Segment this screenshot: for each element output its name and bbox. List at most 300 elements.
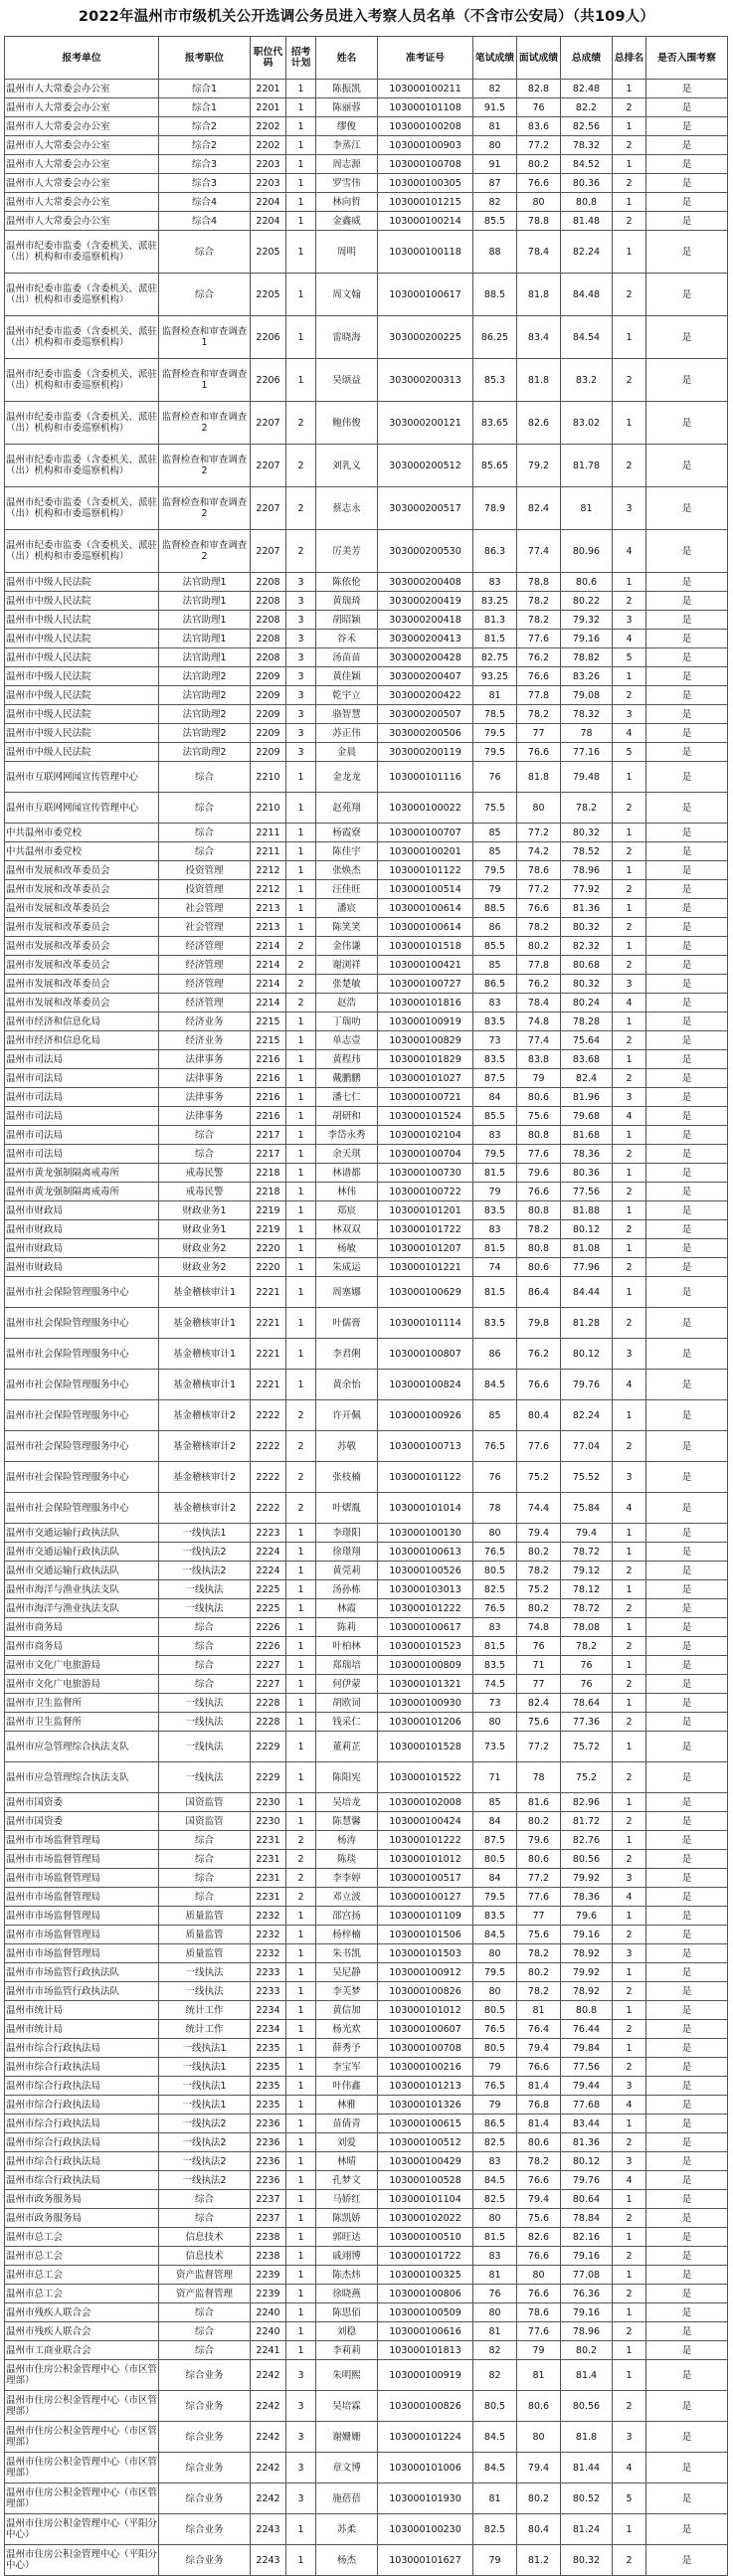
table-row xyxy=(5,1580,728,1599)
cell-unit: 温州市中级人民法院 xyxy=(5,705,159,724)
cell-rank: 3 xyxy=(613,611,646,630)
cell-code: 2203 xyxy=(251,174,286,193)
cell-unit: 温州市中级人民法院 xyxy=(5,573,159,592)
cell-total-score: 80.12 xyxy=(561,1339,613,1370)
cell-inspection: 是 xyxy=(646,630,728,648)
cell-interview-score: 78.2 xyxy=(517,1220,561,1239)
table-row xyxy=(5,212,728,231)
cell-code: 2241 xyxy=(251,2341,286,2360)
cell-quota: 1 xyxy=(286,918,316,937)
table-row xyxy=(5,648,728,667)
table-container xyxy=(4,36,727,2571)
cell-rank: 2 xyxy=(613,1431,646,1462)
cell-quota: 1 xyxy=(286,1258,316,1277)
cell-total-score: 78.08 xyxy=(561,1618,613,1637)
cell-position: 综合 xyxy=(159,1675,251,1694)
cell-inspection: 是 xyxy=(646,880,728,899)
cell-inspection: 是 xyxy=(646,1944,728,1963)
cell-written-score: 86.5 xyxy=(473,975,517,994)
cell-inspection: 是 xyxy=(646,117,728,136)
cell-total-score: 81.08 xyxy=(561,1239,613,1258)
cell-quota: 1 xyxy=(286,762,316,793)
cell-quota: 1 xyxy=(286,1599,316,1618)
cell-name: 杨梓楠 xyxy=(316,1926,378,1944)
table-row xyxy=(5,1762,728,1793)
cell-rank: 2 xyxy=(613,1982,646,2001)
cell-rank: 2 xyxy=(613,2391,646,2422)
table-row xyxy=(5,630,728,648)
cell-written-score: 83.5 xyxy=(473,1050,517,1069)
cell-quota: 1 xyxy=(286,2171,316,2190)
cell-quota: 1 xyxy=(286,2341,316,2360)
table-row xyxy=(5,1258,728,1277)
cell-total-score: 79.44 xyxy=(561,2077,613,2096)
cell-exam-id: 103000100216 xyxy=(378,2058,473,2077)
cell-position: 法官助理2 xyxy=(159,705,251,724)
cell-quota: 1 xyxy=(286,1339,316,1370)
cell-name: 黄瑞琦 xyxy=(316,592,378,611)
cell-total-score: 79.92 xyxy=(561,1869,613,1888)
cell-total-score: 80.32 xyxy=(561,918,613,937)
column-header-inspection: 是否入围考察 xyxy=(646,37,728,80)
cell-interview-score: 83.8 xyxy=(517,1050,561,1069)
cell-name: 邵宫扬 xyxy=(316,1907,378,1926)
cell-rank: 2 xyxy=(613,1713,646,1732)
cell-code: 2201 xyxy=(251,98,286,117)
table-row xyxy=(5,1926,728,1944)
cell-code: 2213 xyxy=(251,899,286,918)
cell-written-score: 80 xyxy=(473,2303,517,2322)
cell-unit: 温州市纪委市监委（含委机关、派驻（出）机构和市委巡察机构） xyxy=(5,445,159,487)
cell-position: 信息技术 xyxy=(159,2228,251,2247)
cell-interview-score: 76.8 xyxy=(517,2096,561,2115)
table-row xyxy=(5,1201,728,1220)
cell-rank: 2 xyxy=(613,1812,646,1831)
cell-rank: 1 xyxy=(613,1126,646,1145)
cell-position: 一线执法2 xyxy=(159,2133,251,2152)
cell-code: 2237 xyxy=(251,2209,286,2228)
table-row xyxy=(5,1812,728,1831)
cell-unit: 温州市社会保险管理服务中心 xyxy=(5,1462,159,1493)
cell-quota: 1 xyxy=(286,212,316,231)
cell-exam-id: 103000101221 xyxy=(378,1258,473,1277)
cell-exam-id: 303000200530 xyxy=(378,530,473,573)
cell-unit: 温州市卫生监督所 xyxy=(5,1694,159,1713)
cell-exam-id: 103000100617 xyxy=(378,1618,473,1637)
cell-inspection: 是 xyxy=(646,937,728,956)
cell-name: 徐璟翔 xyxy=(316,1543,378,1562)
cell-exam-id: 103000101201 xyxy=(378,1201,473,1220)
cell-code: 2214 xyxy=(251,937,286,956)
cell-rank: 2 xyxy=(613,842,646,861)
cell-name: 林晴 xyxy=(316,2152,378,2171)
cell-name: 李君俐 xyxy=(316,1339,378,1370)
table-row xyxy=(5,1400,728,1431)
cell-code: 2207 xyxy=(251,402,286,445)
cell-unit: 温州市社会保险管理服务中心 xyxy=(5,1308,159,1339)
cell-code: 2224 xyxy=(251,1562,286,1580)
cell-written-score: 82.5 xyxy=(473,1580,517,1599)
cell-unit: 温州市工商业联合会 xyxy=(5,2341,159,2360)
cell-inspection: 是 xyxy=(646,1694,728,1713)
cell-name: 汪佳旺 xyxy=(316,880,378,899)
cell-quota: 1 xyxy=(286,1201,316,1220)
cell-exam-id: 103000100919 xyxy=(378,2360,473,2391)
cell-quota: 1 xyxy=(286,2039,316,2058)
cell-rank: 3 xyxy=(613,1869,646,1888)
cell-written-score: 78 xyxy=(473,1493,517,1524)
cell-name: 丁瑞叻 xyxy=(316,1012,378,1031)
cell-exam-id: 303000200419 xyxy=(378,592,473,611)
cell-inspection: 是 xyxy=(646,1599,728,1618)
cell-inspection: 是 xyxy=(646,1656,728,1675)
cell-quota: 1 xyxy=(286,359,316,402)
cell-rank: 2 xyxy=(613,1145,646,1164)
cell-code: 2234 xyxy=(251,2001,286,2020)
cell-total-score: 82.2 xyxy=(561,98,613,117)
cell-inspection: 是 xyxy=(646,2077,728,2096)
cell-rank: 3 xyxy=(613,2422,646,2453)
cell-inspection: 是 xyxy=(646,359,728,402)
cell-name: 许开佩 xyxy=(316,1400,378,1431)
cell-name: 陈振凯 xyxy=(316,80,378,98)
cell-exam-id: 103000102008 xyxy=(378,1793,473,1812)
cell-interview-score: 79.4 xyxy=(517,1524,561,1543)
cell-name: 潘七仁 xyxy=(316,1088,378,1107)
cell-rank: 1 xyxy=(613,2266,646,2285)
cell-interview-score: 82.4 xyxy=(517,1694,561,1713)
cell-unit: 温州市社会保险管理服务中心 xyxy=(5,1493,159,1524)
cell-code: 2222 xyxy=(251,1462,286,1493)
cell-code: 2236 xyxy=(251,2171,286,2190)
cell-code: 2211 xyxy=(251,842,286,861)
cell-total-score: 79.92 xyxy=(561,1963,613,1982)
cell-code: 2229 xyxy=(251,1732,286,1762)
cell-total-score: 78 xyxy=(561,724,613,743)
cell-name: 李莉莉 xyxy=(316,2341,378,2360)
cell-code: 2226 xyxy=(251,1637,286,1656)
table-row xyxy=(5,1107,728,1126)
cell-quota: 1 xyxy=(286,117,316,136)
cell-name: 钱采仁 xyxy=(316,1713,378,1732)
cell-written-score: 85 xyxy=(473,1793,517,1812)
cell-code: 2238 xyxy=(251,2228,286,2247)
cell-total-score: 80.32 xyxy=(561,975,613,994)
cell-rank: 2 xyxy=(613,445,646,487)
cell-unit: 温州市政务服务局 xyxy=(5,2209,159,2228)
cell-exam-id: 103000101816 xyxy=(378,994,473,1012)
cell-position: 财政业务2 xyxy=(159,1258,251,1277)
cell-inspection: 是 xyxy=(646,2228,728,2247)
cell-code: 2242 xyxy=(251,2484,286,2514)
cell-inspection: 是 xyxy=(646,1618,728,1637)
cell-quota: 1 xyxy=(286,1618,316,1637)
cell-quota: 1 xyxy=(286,1656,316,1675)
cell-name: 金鑫威 xyxy=(316,212,378,231)
cell-inspection: 是 xyxy=(646,1493,728,1524)
cell-name: 潘宸 xyxy=(316,899,378,918)
cell-exam-id: 103000101116 xyxy=(378,762,473,793)
cell-written-score: 84.5 xyxy=(473,2171,517,2190)
cell-position: 基金稽核审计2 xyxy=(159,1493,251,1524)
cell-position: 综合业务 xyxy=(159,2391,251,2422)
cell-written-score: 80 xyxy=(473,1713,517,1732)
cell-written-score: 79.5 xyxy=(473,1963,517,1982)
cell-name: 郑瑞培 xyxy=(316,1656,378,1675)
cell-interview-score: 80.2 xyxy=(517,2484,561,2514)
cell-total-score: 78.32 xyxy=(561,705,613,724)
cell-name: 陈莉 xyxy=(316,1618,378,1637)
cell-inspection: 是 xyxy=(646,1850,728,1869)
cell-written-score: 86 xyxy=(473,1339,517,1370)
cell-exam-id: 103000101104 xyxy=(378,2190,473,2209)
cell-inspection: 是 xyxy=(646,445,728,487)
table-row xyxy=(5,937,728,956)
cell-interview-score: 82.8 xyxy=(517,80,561,98)
cell-name: 何伊蒙 xyxy=(316,1675,378,1694)
cell-name: 邓立波 xyxy=(316,1888,378,1907)
cell-exam-id: 103000101012 xyxy=(378,2001,473,2020)
cell-inspection: 是 xyxy=(646,136,728,155)
cell-total-score: 83.68 xyxy=(561,1050,613,1069)
cell-code: 2221 xyxy=(251,1370,286,1400)
cell-total-score: 79.08 xyxy=(561,686,613,705)
cell-written-score: 75.5 xyxy=(473,793,517,824)
cell-code: 2226 xyxy=(251,1618,286,1637)
cell-written-score: 81 xyxy=(473,686,517,705)
cell-written-score: 84.5 xyxy=(473,2453,517,2484)
cell-interview-score: 83.6 xyxy=(517,117,561,136)
cell-total-score: 78.64 xyxy=(561,1694,613,1713)
cell-written-score: 82.5 xyxy=(473,2514,517,2545)
table-row xyxy=(5,359,728,402)
cell-inspection: 是 xyxy=(646,648,728,667)
cell-unit: 温州市住房公积金管理中心（市区管理部） xyxy=(5,2453,159,2484)
cell-written-score: 76 xyxy=(473,762,517,793)
cell-total-score: 81.24 xyxy=(561,2514,613,2545)
cell-exam-id: 103000100614 xyxy=(378,899,473,918)
cell-unit: 温州市人大常委会办公室 xyxy=(5,155,159,174)
cell-total-score: 79.16 xyxy=(561,1926,613,1944)
cell-unit: 温州市文化广电旅游局 xyxy=(5,1675,159,1694)
table-row xyxy=(5,1220,728,1239)
cell-written-score: 83 xyxy=(473,573,517,592)
cell-written-score: 78.9 xyxy=(473,487,517,530)
cell-exam-id: 103000101213 xyxy=(378,2077,473,2096)
cell-name: 单志壹 xyxy=(316,1031,378,1050)
cell-rank: 2 xyxy=(613,918,646,937)
cell-position: 综合2 xyxy=(159,136,251,155)
cell-position: 质量监管 xyxy=(159,1907,251,1926)
cell-unit: 温州市中级人民法院 xyxy=(5,630,159,648)
cell-exam-id: 103000100510 xyxy=(378,2228,473,2247)
cell-code: 2207 xyxy=(251,445,286,487)
page-title: 2022年温州市市级机关公开选调公务员进入考察人员名单（不含市公安局）（共109人） xyxy=(78,9,655,25)
cell-code: 2238 xyxy=(251,2247,286,2266)
table-row xyxy=(5,2039,728,2058)
cell-code: 2219 xyxy=(251,1220,286,1239)
cell-quota: 1 xyxy=(286,1239,316,1258)
table-row xyxy=(5,1524,728,1543)
table-row xyxy=(5,1793,728,1812)
cell-quota: 2 xyxy=(286,975,316,994)
cell-inspection: 是 xyxy=(646,1107,728,1126)
cell-exam-id: 103000101518 xyxy=(378,937,473,956)
cell-written-score: 79 xyxy=(473,2545,517,2576)
cell-quota: 3 xyxy=(286,573,316,592)
cell-rank: 3 xyxy=(613,2152,646,2171)
cell-inspection: 是 xyxy=(646,1012,728,1031)
cell-exam-id: 103000102104 xyxy=(378,1126,473,1145)
cell-rank: 1 xyxy=(613,117,646,136)
table-row xyxy=(5,1012,728,1031)
cell-rank: 1 xyxy=(613,2360,646,2391)
cell-exam-id: 103000100615 xyxy=(378,2115,473,2133)
cell-rank: 1 xyxy=(613,1831,646,1850)
cell-exam-id: 103000100211 xyxy=(378,80,473,98)
cell-unit: 温州市海洋与渔业执法支队 xyxy=(5,1599,159,1618)
cell-rank: 1 xyxy=(613,1618,646,1637)
cell-interview-score: 78.8 xyxy=(517,573,561,592)
cell-written-score: 85.65 xyxy=(473,445,517,487)
cell-written-score: 86 xyxy=(473,918,517,937)
cell-rank: 1 xyxy=(613,80,646,98)
cell-total-score: 79.6 xyxy=(561,1907,613,1926)
cell-code: 2235 xyxy=(251,2039,286,2058)
cell-name: 陈佳宇 xyxy=(316,842,378,861)
table-row xyxy=(5,1145,728,1164)
cell-total-score: 77.04 xyxy=(561,1431,613,1462)
table-row xyxy=(5,1831,728,1850)
cell-position: 综合3 xyxy=(159,174,251,193)
cell-name: 陈笑笑 xyxy=(316,918,378,937)
cell-code: 2216 xyxy=(251,1088,286,1107)
cell-name: 林雅 xyxy=(316,2096,378,2115)
cell-exam-id: 103000100424 xyxy=(378,1812,473,1831)
cell-exam-id: 103000103013 xyxy=(378,1580,473,1599)
cell-unit: 温州市综合行政执法局 xyxy=(5,2058,159,2077)
cell-unit: 温州市司法局 xyxy=(5,1069,159,1088)
cell-position: 综合 xyxy=(159,842,251,861)
cell-written-score: 76.5 xyxy=(473,2077,517,2096)
cell-quota: 1 xyxy=(286,2020,316,2039)
cell-exam-id: 103000100118 xyxy=(378,231,473,274)
table-row xyxy=(5,2285,728,2303)
cell-code: 2209 xyxy=(251,724,286,743)
cell-exam-id: 103000100526 xyxy=(378,1562,473,1580)
cell-code: 2236 xyxy=(251,2133,286,2152)
cell-quota: 2 xyxy=(286,937,316,956)
cell-code: 2225 xyxy=(251,1580,286,1599)
cell-code: 2243 xyxy=(251,2545,286,2576)
cell-quota: 1 xyxy=(286,316,316,359)
cell-quota: 1 xyxy=(286,899,316,918)
cell-position: 一线执法1 xyxy=(159,2096,251,2115)
cell-interview-score: 77.8 xyxy=(517,686,561,705)
table-row xyxy=(5,2360,728,2391)
table-row xyxy=(5,193,728,212)
cell-unit: 温州市统计局 xyxy=(5,2001,159,2020)
cell-name: 金龙龙 xyxy=(316,762,378,793)
cell-exam-id: 303000200313 xyxy=(378,359,473,402)
cell-rank: 1 xyxy=(613,573,646,592)
cell-quota: 1 xyxy=(286,1907,316,1926)
cell-rank: 1 xyxy=(613,861,646,880)
cell-rank: 2 xyxy=(613,1637,646,1656)
cell-exam-id: 103000101207 xyxy=(378,1239,473,1258)
cell-unit: 温州市纪委市监委（含委机关、派驻（出）机构和市委巡察机构） xyxy=(5,530,159,573)
cell-inspection: 是 xyxy=(646,2115,728,2133)
cell-position: 基金稽核审计2 xyxy=(159,1431,251,1462)
cell-exam-id: 303000200121 xyxy=(378,402,473,445)
cell-code: 2215 xyxy=(251,1031,286,1050)
cell-written-score: 81.5 xyxy=(473,2228,517,2247)
cell-total-score: 80.56 xyxy=(561,2391,613,2422)
cell-inspection: 是 xyxy=(646,824,728,842)
cell-written-score: 79.5 xyxy=(473,724,517,743)
table-row xyxy=(5,2341,728,2360)
cell-quota: 1 xyxy=(286,1088,316,1107)
cell-interview-score: 75.2 xyxy=(517,1580,561,1599)
cell-name: 戚翊博 xyxy=(316,2247,378,2266)
cell-total-score: 84.54 xyxy=(561,316,613,359)
cell-name: 金晨 xyxy=(316,743,378,762)
cell-quota: 3 xyxy=(286,705,316,724)
cell-interview-score: 76.6 xyxy=(517,1370,561,1400)
cell-interview-score: 75.2 xyxy=(517,1462,561,1493)
cell-position: 综合 xyxy=(159,2303,251,2322)
cell-written-score: 81.3 xyxy=(473,611,517,630)
cell-inspection: 是 xyxy=(646,667,728,686)
cell-interview-score: 79.4 xyxy=(517,2039,561,2058)
cell-name: 朱明熙 xyxy=(316,2360,378,2391)
cell-name: 孔梦文 xyxy=(316,2171,378,2190)
cell-name: 鲍伟俊 xyxy=(316,402,378,445)
cell-position: 一线执法 xyxy=(159,1713,251,1732)
cell-inspection: 是 xyxy=(646,1164,728,1183)
cell-code: 2222 xyxy=(251,1431,286,1462)
cell-position: 综合 xyxy=(159,274,251,316)
cell-rank: 4 xyxy=(613,630,646,648)
cell-rank: 2 xyxy=(613,136,646,155)
cell-rank: 1 xyxy=(613,1201,646,1220)
cell-rank: 1 xyxy=(613,899,646,918)
table-row xyxy=(5,861,728,880)
cell-rank: 3 xyxy=(613,975,646,994)
cell-written-score: 81 xyxy=(473,117,517,136)
cell-name: 李璟阳 xyxy=(316,1524,378,1543)
cell-code: 2218 xyxy=(251,1183,286,1201)
cell-inspection: 是 xyxy=(646,1462,728,1493)
cell-exam-id: 103000101108 xyxy=(378,98,473,117)
table-row xyxy=(5,1982,728,2001)
cell-inspection: 是 xyxy=(646,1431,728,1462)
cell-rank: 1 xyxy=(613,2303,646,2322)
cell-rank: 4 xyxy=(613,2453,646,2484)
table-row xyxy=(5,2228,728,2247)
cell-exam-id: 103000100930 xyxy=(378,1694,473,1713)
cell-inspection: 是 xyxy=(646,193,728,212)
cell-written-score: 79 xyxy=(473,2096,517,2115)
cell-code: 2209 xyxy=(251,686,286,705)
cell-quota: 1 xyxy=(286,824,316,842)
cell-unit: 温州市互联网网闻宣传管理中心 xyxy=(5,762,159,793)
cell-position: 信息技术 xyxy=(159,2247,251,2266)
cell-exam-id: 103000100708 xyxy=(378,2039,473,2058)
cell-exam-id: 103000101523 xyxy=(378,1637,473,1656)
cell-unit: 温州市商务局 xyxy=(5,1618,159,1637)
cell-quota: 1 xyxy=(286,1637,316,1656)
